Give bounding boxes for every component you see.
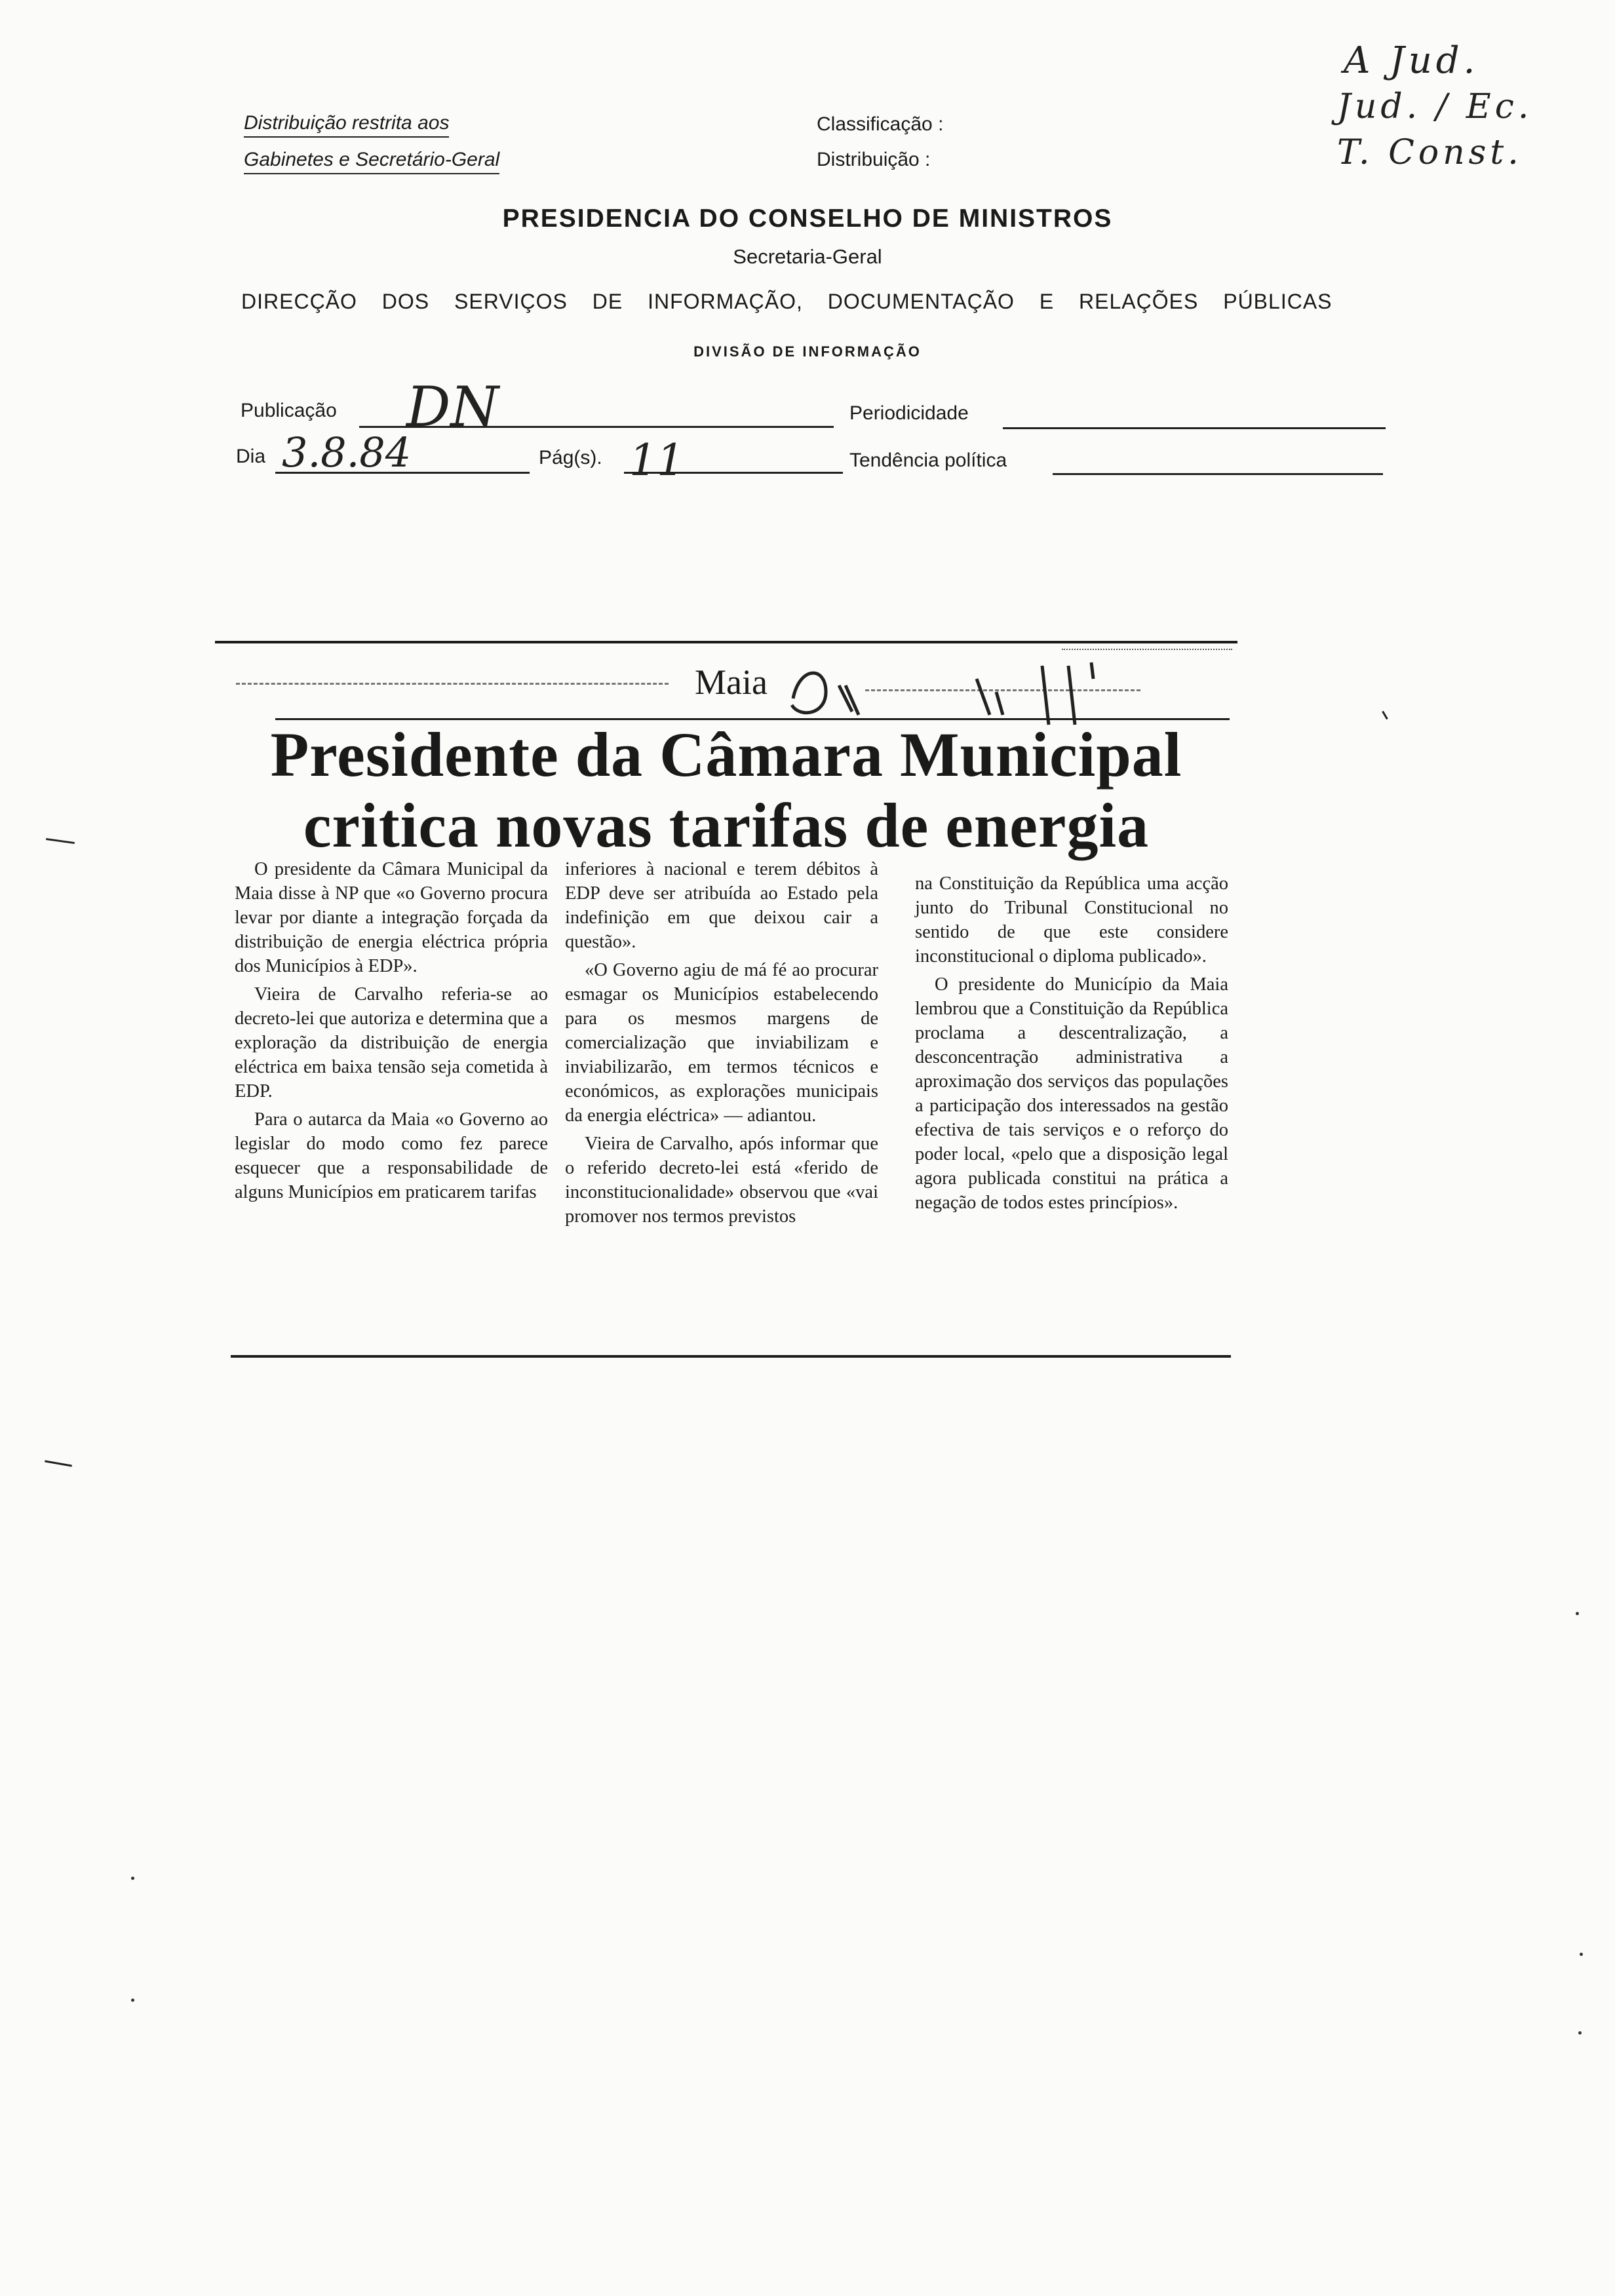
- pages-label: Pág(s).: [539, 447, 602, 469]
- kicker-left-rule: [236, 683, 669, 685]
- scan-dot: [1578, 2031, 1582, 2035]
- scan-mark: [46, 838, 75, 844]
- restricted-distribution-note: [244, 111, 499, 185]
- clipping-dotted-rule: [1062, 649, 1232, 650]
- page-subtitle: Secretaria-Geral: [733, 245, 882, 268]
- article-column-2: [565, 857, 878, 1229]
- col2-paragraph-2: «O Governo agiu de má fé ao procurar esmagar os Municípios estabelecendo para os mesmos margens de comercialização que inviabilizam e inviabilizarão, em termos técnicos e económicos, as explorações municipais da energia eléctrica» — adiantou.: [565, 960, 878, 1126]
- pages-value: 11: [629, 435, 684, 486]
- scan-dot: [131, 1877, 134, 1880]
- note-line-3: T. Const.: [1337, 133, 1523, 172]
- day-label: Dia: [236, 446, 266, 467]
- headline-line-1: Presidente da Câmara Municipal: [270, 719, 1182, 790]
- col1-paragraph-1: O presidente da Câmara Municipal da Maia disse à NP que «o Governo procura levar por diante a integração forçada da distribuição de energia eléctrica própria dos Municípios à EDP».: [235, 859, 548, 976]
- clipping-bottom-rule: [231, 1355, 1231, 1358]
- note-line-1: A Jud.: [1344, 39, 1479, 82]
- col3-paragraph-1: na Constituição da República uma acção junto do Tribunal Constitucional no sentido de que este considere inconstitucional o diploma publicado».: [915, 873, 1228, 966]
- article-column-1: [235, 857, 548, 1204]
- headline-line-2: critica novas tarifas de energia: [303, 790, 1150, 860]
- classification-label: Classificação :: [817, 113, 944, 135]
- restricted-line-1: Distribuição restrita aos: [244, 111, 449, 138]
- division-line: DIVISÃO DE INFORMAÇÃO: [693, 343, 922, 360]
- col1-paragraph-3: Para o autarca da Maia «o Governo ao legislar do modo como fez parece esquecer que a responsabilidade de alguns Municípios em praticarem tarifas: [235, 1109, 548, 1202]
- political-tendency-label: Tendência política: [849, 450, 1007, 471]
- clipping-top-rule: [215, 641, 1237, 643]
- scan-mark: [1382, 711, 1388, 720]
- col2-paragraph-1: inferiores à nacional e terem débitos à EDP deve ser atribuída ao Estado pela indefinição em que deixou cair a questão».: [565, 859, 878, 952]
- publication-label: Publicação: [241, 400, 337, 421]
- restricted-line-2: Gabinetes e Secretário-Geral: [244, 148, 499, 174]
- political-tendency-line: [1053, 473, 1383, 475]
- distribution-label: Distribuição :: [817, 149, 931, 170]
- col3-paragraph-2: O presidente do Município da Maia lembrou que a Constituição da República proclama a descentralização, a desconcentração administrativa a aproximação dos serviços das populações a participação dos interessados na gestão efectiva de tais serviços e o reforço do poder local, «pelo que a disposição legal agora publicada constitui na prática a negação de todos estes princípios».: [915, 974, 1228, 1213]
- periodicity-line: [1003, 427, 1386, 429]
- scan-mark: [45, 1460, 72, 1466]
- scan-dot: [1580, 1953, 1583, 1956]
- article-kicker: Maia: [695, 662, 768, 702]
- publication-value: DN: [406, 375, 499, 439]
- periodicity-label: Periodicidade: [849, 402, 969, 424]
- col2-paragraph-3: Vieira de Carvalho, após informar que o referido decreto-lei está «ferido de inconstitucionalidade» observou que «vai promover nos termos previstos: [565, 1134, 878, 1227]
- day-value: 3.8.84: [282, 429, 412, 476]
- page-title: PRESIDENCIA DO CONSELHO DE MINISTROS: [502, 204, 1113, 233]
- scan-dot: [131, 1999, 134, 2002]
- handwritten-margin-note: [1337, 38, 1599, 176]
- note-line-2: Jud. / Ec.: [1337, 87, 1533, 126]
- col1-paragraph-2: Vieira de Carvalho referia-se ao decreto-lei que autoriza e determina que a exploração da distribuição de energia eléctrica em baixa tensão seja cometida à EDP.: [235, 984, 548, 1101]
- article-headline: [215, 719, 1237, 861]
- directorate-line: DIRECÇÃO DOS SERVIÇOS DE INFORMAÇÃO, DOCUMENTAÇÃO E RELAÇÕES PÚBLICAS: [241, 290, 1333, 313]
- classification-block: [817, 113, 943, 183]
- scan-dot: [1576, 1612, 1579, 1615]
- article-column-3: [915, 871, 1228, 1215]
